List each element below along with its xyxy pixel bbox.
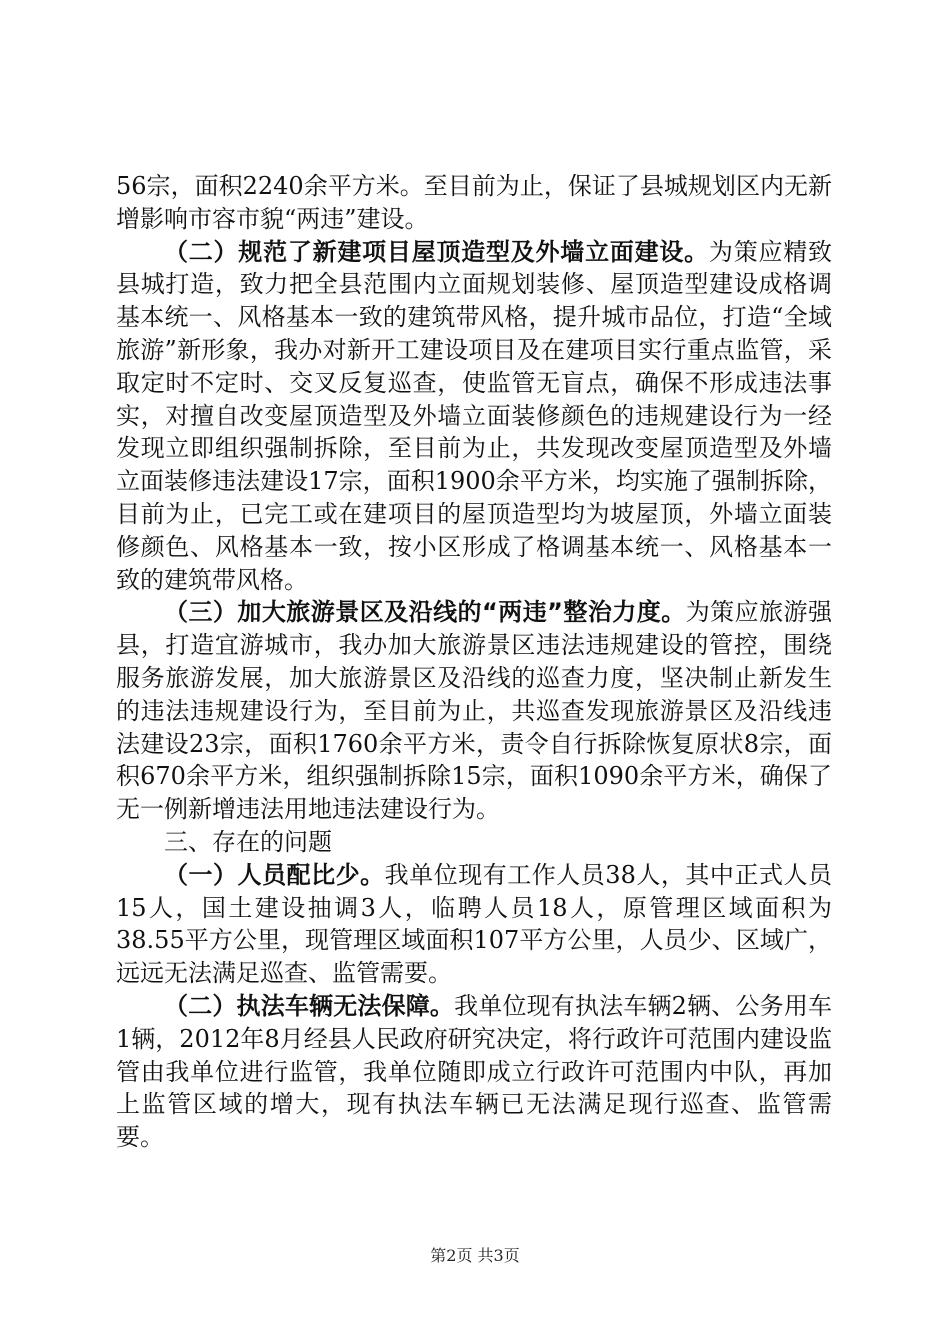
paragraph-staffing — [116, 859, 832, 990]
page-footer: 第2页 共3页 — [430, 1246, 520, 1265]
paragraph-roof-facade — [116, 236, 832, 597]
paragraph-vehicles — [116, 990, 832, 1154]
paragraph-text: 我单位现有工作人员38人，其中正式人员15人，国土建设抽调3人，临聘人员18人，原管理区域面积为38.55平方公里，现管理区域面积107平方公里，人员少、区域广，远远无法满足巡查、监管需要。 — [116, 860, 832, 988]
paragraph-heading: （二）规范了新建项目屋顶造型及外墙立面建设。 — [164, 237, 709, 266]
paragraph-tourism — [116, 596, 832, 826]
document-body — [116, 170, 832, 1154]
section-title: 三、存在的问题 — [164, 827, 332, 856]
paragraph-continuation — [116, 170, 832, 236]
paragraph-text: 为策应精致县城打造，致力把全县范围内立面规划装修、屋顶造型建设成格调基本统一、风格基本一致的建筑带风格，提升城市品位，打造“全域旅游”新形象，我办对新开工建设项目及在建项目实行重点监管，采取定时不定时、交叉反复巡查，使监管无盲点，确保不形成违法事实，对擅自改变屋顶造型及外墙立面装修颜色的违规建设行为一经发现立即组织强制拆除，至目前为止，共发现改变屋顶造型及外墙立面装修违法建设17宗，面积1900余平方米，均实施了强制拆除，目前为止，已完工或在建项目的屋顶造型均为坡屋顶，外墙立面装修颜色、风格基本一致，按小区形成了格调基本统一、风格基本一致的建筑带风格。 — [116, 237, 832, 594]
paragraph-text: 我单位现有执法车辆2辆、公务用车1辆，2012年8月经县人民政府研究决定，将行政许可范围内建设监管由我单位进行监管，我单位随即成立行政许可范围内中队，再加上监管区域的增大，现有执法车辆已无法满足现行巡查、监管需要。 — [116, 991, 832, 1152]
paragraph-heading: （三）加大旅游景区及沿线的“两违”整治力度。 — [164, 598, 686, 627]
paragraph-text: 为策应旅游强县，打造宜游城市，我办加大旅游景区违法违规建设的管控，围绕服务旅游发展，加大旅游景区及沿线的巡查力度，坚决制止新发生的违法违规建设行为，至目前为止，共巡查发现旅游景区及沿线违法建设23宗，面积1760余平方米，责令自行拆除恢复原状8宗，面积670余平方米，组织强制拆除15宗，面积1090余平方米，确保了无一例新增违法用地违法建设行为。 — [116, 598, 833, 824]
paragraph-heading: （一）人员配比少。 — [164, 860, 385, 889]
paragraph-text: 56宗，面积2240余平方米。至目前为止，保证了县城规划区内无新增影响市容市貌“两违”建设。 — [116, 172, 832, 233]
paragraph-heading: （二）执法车辆无法保障。 — [164, 991, 455, 1020]
